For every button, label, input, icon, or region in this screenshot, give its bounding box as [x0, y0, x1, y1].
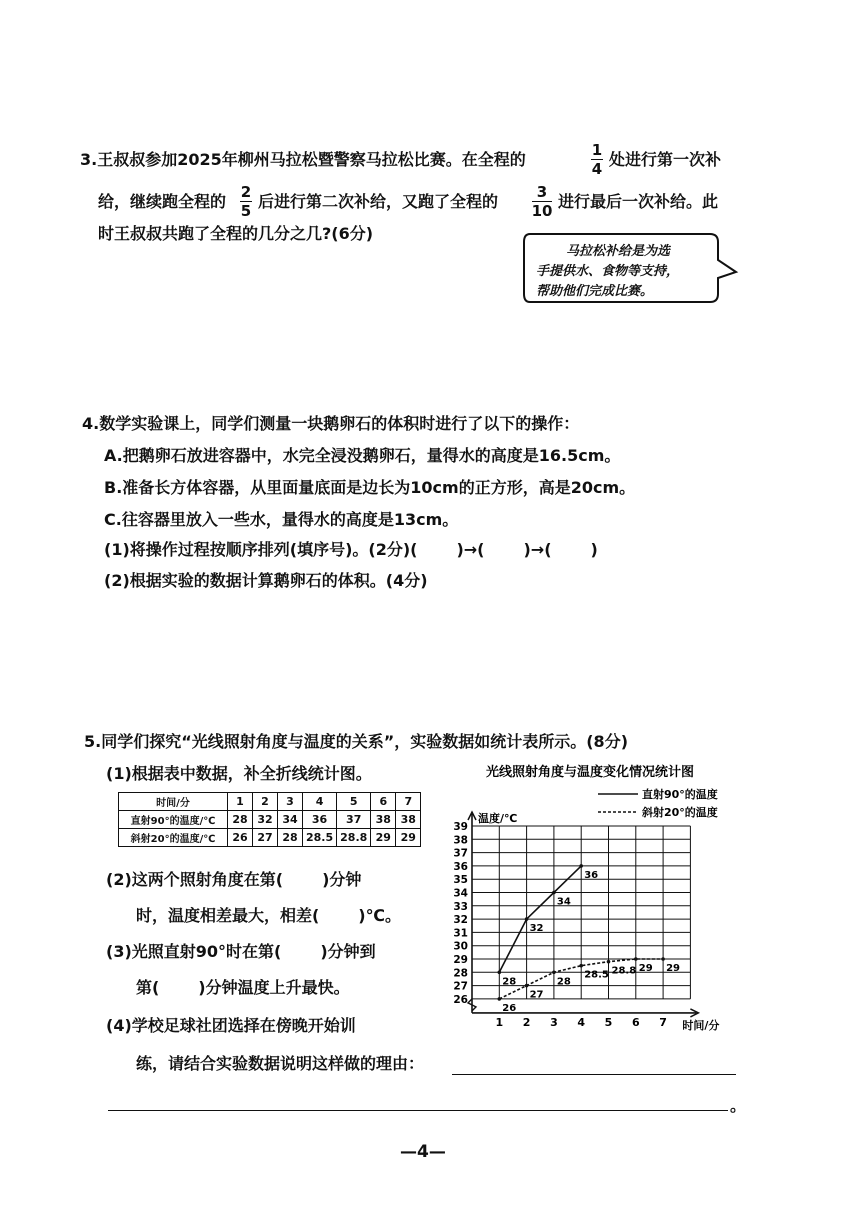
data-point [579, 964, 583, 968]
table-cell: 28.8 [337, 829, 371, 847]
table-cell: 7 [396, 793, 421, 811]
answer-end-mark: 。 [730, 1096, 747, 1115]
table-cell: 36 [303, 811, 337, 829]
table-cell: 34 [278, 811, 303, 829]
data-point [498, 971, 502, 975]
table-cell: 3 [278, 793, 303, 811]
x-tick-label: 7 [659, 1015, 667, 1029]
x-tick-label: 1 [495, 1015, 504, 1029]
q5-title: 5.同学们探究“光线照射角度与温度的关系”，实验数据如统计表所示。(8分) [84, 732, 629, 751]
q3-line2c: 进行最后一次补给。此 [558, 192, 719, 211]
y-tick-label: 35 [453, 874, 468, 887]
q4-title: 4.数学实验课上，同学们测量一块鹅卵石的体积时进行了以下的操作： [82, 414, 580, 433]
y-tick-label: 33 [453, 900, 468, 913]
y-tick-label: 31 [453, 927, 468, 940]
data-point [525, 984, 529, 988]
table-cell: 5 [337, 793, 371, 811]
data-label: 26 [502, 1002, 517, 1014]
data-point [552, 971, 556, 975]
y-axis-title: 温度/℃ [478, 812, 518, 825]
q5-part-4a: (4)学校足球社团选择在傍晚开始训 [106, 1016, 356, 1035]
data-label: 29 [638, 963, 653, 974]
y-tick-label: 38 [453, 834, 468, 847]
data-label: 28.5 [584, 969, 609, 981]
table-cell: 28 [228, 811, 253, 829]
fraction-denominator: 10 [531, 202, 553, 220]
table-header-oblique: 斜射20°的温度/℃ [119, 829, 228, 847]
table-row [119, 829, 421, 847]
fraction-denominator: 4 [591, 160, 603, 178]
legend-dashed-label: 斜射20°的温度 [642, 806, 718, 819]
data-label: 29 [666, 963, 681, 974]
table-cell: 38 [396, 811, 421, 829]
data-label: 28.8 [611, 965, 637, 977]
x-tick-label: 4 [577, 1015, 586, 1029]
table-cell: 29 [396, 829, 421, 847]
x-tick-label: 6 [631, 1015, 640, 1029]
q3-fraction-2 [240, 184, 252, 219]
y-tick-label: 37 [453, 847, 468, 860]
y-tick-label: 39 [453, 821, 468, 833]
table-cell: 6 [371, 793, 396, 811]
y-tick-label: 27 [453, 980, 468, 993]
table-cell: 28 [278, 829, 303, 847]
data-label: 27 [529, 989, 544, 1001]
q5-part-2b: 时，温度相差最大，相差( )℃。 [136, 906, 401, 925]
data-label: 28 [556, 976, 571, 988]
table-cell: 28.5 [303, 829, 337, 847]
table-cell: 27 [253, 829, 278, 847]
table-cell: 38 [371, 811, 396, 829]
q3-line1a: 3.王叔叔参加2025年柳州马拉松暨警察马拉松比赛。在全程的 [80, 150, 526, 169]
bubble-line-3: 帮助他们完成比赛。 [536, 284, 654, 299]
fraction-numerator: 2 [240, 183, 252, 201]
q4-step-c: C.往容器里放入一些水，量得水的高度是13cm。 [104, 510, 459, 529]
x-axis-title: 时间/分 [682, 1018, 720, 1032]
table-cell: 32 [253, 811, 278, 829]
fraction-numerator: 3 [536, 183, 548, 201]
q3-line1 [80, 150, 526, 170]
table-row [119, 811, 421, 829]
table-header-time: 时间/分 [119, 793, 228, 811]
table-cell: 4 [303, 793, 337, 811]
data-label: 28 [502, 976, 517, 988]
fraction-numerator: 1 [591, 141, 603, 159]
tip-speech-bubble [522, 232, 720, 302]
x-tick-label: 3 [550, 1015, 558, 1029]
q3-line3: 时王叔叔共跑了全程的几分之几?(6分) [98, 224, 374, 243]
data-label: 36 [584, 869, 599, 881]
table-cell: 2 [253, 793, 278, 811]
table-cell: 37 [337, 811, 371, 829]
q5-part-3b: 第( )分钟温度上升最快。 [136, 978, 350, 997]
q4-step-b: B.准备长方体容器，从里面量底面是边长为10cm的正方形，高是20cm。 [104, 478, 636, 497]
bubble-line-2: 手提供水、食物等支持， [536, 264, 680, 279]
page-number: —4— [400, 1142, 446, 1162]
temperature-table [118, 792, 421, 847]
table-row [119, 793, 421, 811]
table-cell: 29 [371, 829, 396, 847]
bubble-line-1: 马拉松补给是为选 [566, 244, 671, 259]
q5-part-1: (1)根据表中数据，补全折线统计图。 [106, 764, 372, 783]
data-point [607, 960, 611, 964]
fraction-denominator: 5 [240, 202, 252, 220]
q3-line2b: 后进行第二次补给，又跑了全程的 [258, 192, 499, 211]
y-tick-label: 28 [453, 967, 468, 980]
q5-part-2a: (2)这两个照射角度在第( )分钟 [106, 870, 362, 889]
q5-part-4b: 练，请结合实验数据说明这样做的理由： [136, 1054, 425, 1073]
x-tick-label: 5 [604, 1015, 613, 1029]
q4-part-2: (2)根据实验的数据计算鹅卵石的体积。(4分) [104, 571, 428, 590]
q3-fraction-3 [532, 184, 552, 219]
table-header-direct: 直射90°的温度/℃ [119, 811, 228, 829]
q3-fraction-1 [591, 142, 603, 177]
chart-title: 光线照射角度与温度变化情况统计图 [485, 765, 695, 780]
q4-step-a: A.把鹅卵石放进容器中，水完全浸没鹅卵石，量得水的高度是16.5cm。 [104, 446, 621, 465]
q4-part-1: (1)将操作过程按顺序排列(填序号)。(2分)( )→( )→( ) [104, 540, 598, 559]
line-chart [420, 758, 760, 1076]
table-cell: 1 [228, 793, 253, 811]
q5-part-3a: (3)光照直射90°时在第( )分钟到 [106, 942, 376, 961]
data-point [579, 864, 583, 868]
data-point [525, 917, 529, 921]
y-tick-label: 30 [453, 940, 468, 953]
data-point [552, 891, 556, 895]
legend-solid-label: 直射90°的温度 [642, 788, 718, 801]
data-point [661, 957, 665, 961]
answer-line-2 [108, 1110, 728, 1111]
data-label: 34 [556, 896, 571, 908]
q3-line1b: 处进行第一次补 [609, 150, 722, 169]
data-label: 32 [529, 923, 544, 935]
y-tick-label: 34 [453, 887, 468, 900]
y-tick-label: 29 [453, 954, 468, 966]
q3-line2a: 给，继续跑全程的 [98, 192, 227, 211]
y-tick-label: 36 [453, 860, 468, 873]
x-tick-label: 2 [522, 1015, 531, 1029]
data-point [634, 957, 638, 961]
y-tick-label: 26 [453, 993, 468, 1006]
y-tick-label: 32 [453, 914, 468, 927]
table-cell: 26 [228, 829, 253, 847]
data-point [498, 997, 502, 1001]
